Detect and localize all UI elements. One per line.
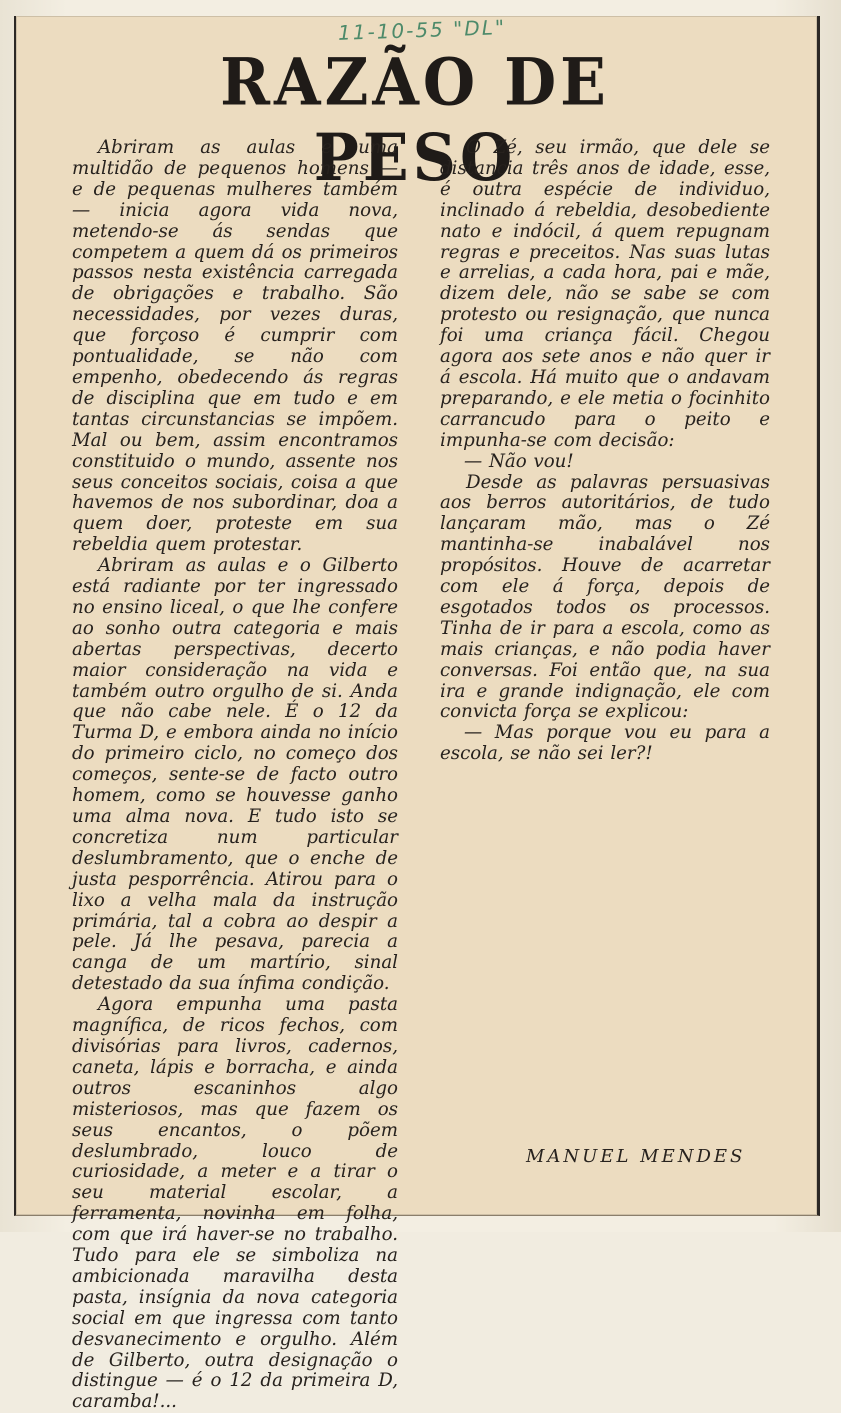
article-column-right — [440, 138, 770, 765]
article-paragraph: Abriram as aulas e o Gilberto está radiante por ter ingressado no ensino liceal, o que lhe confere ao sonho outra categoria e mais abertas perspectivas, decerto maior consideração na vida e também outro orgulho de si. Anda que não cabe nele. É o 12 da Turma D, e embora ainda no início do primeiro ciclo, no começo dos começos, sente-se de facto outro homem, como se houvesse ganho uma alma nova. E tudo isto se concretiza num particular deslumbramento, que o enche de justa pesporrência. Atirou para o lixo a velha mala da instrução primária, tal a cobra ao despir a pele. Já lhe pesava, parecia a canga de um martírio, sinal detestado da sua ínfima condição. — [72, 555, 398, 995]
article-paragraph: Agora empunha uma pasta magnífica, de ricos fechos, com divisórias para livros, cadernos, caneta, lápis e borracha, e ainda outros escaninhos algo misteriosos, mas que fazem os seus encantos, o põem deslumbrado, louco de curiosidade, a meter e a tirar o seu material escolar, a ferramenta, novinha em folha, com que irá haver-se no trabalho. Tudo para ele se simboliza na ambicionada maravilha desta pasta, insígnia da nova categoria social em que ingressa com tanto desvanecimento e orgulho. Além de Gilberto, outra designação o distingue — é o 12 da primeira D, caramba!... — [72, 994, 398, 1413]
article-column-left — [72, 138, 398, 1413]
handwritten-date-annotation: 11-10-55 "DL" — [337, 15, 507, 45]
article-paragraph: O Zé, seu irmão, que dele se distancia três anos de idade, esse, é outra espécie de individuo, inclinado á rebeldia, desobediente nato e indócil, á quem repugnam regras e preceitos. Nas suas lutas e arrelias, a cada hora, pai e mãe, dizem dele, não se sabe se com protesto ou resignação, que nunca foi uma criança fácil. Chegou agora aos sete anos e não quer ir á escola. Há muito que o andavam preparando, e ele metia o focinhito carrancudo para o peito e impunha-se com decisão: — [440, 137, 770, 451]
author-signature: MANUEL MENDES — [526, 1146, 746, 1167]
article-paragraph: Abriram as aulas e uma multidão de pequenos homens — e de pequenas mulheres também — inicia agora vida nova, metendo-se ás sendas que competem a quem dá os primeiros passos nesta existência carregada de obrigações e trabalho. São necessidades, por vezes duras, que forçoso é cumprir com pontualidade, se não com empenho, obedecendo ás regras de disciplina que em tudo e em tantas circunstancias se impõem. Mal ou bem, assim encontramos constituido o mundo, assente nos seus conceitos sociais, coisa a que havemos de nos subordinar, doa a quem doer, proteste em sua rebeldia quem protestar. — [72, 137, 398, 556]
dialogue-line: — Não vou! — [464, 450, 574, 472]
article-paragraph: Desde as palavras persuasivas aos berros autoritários, de tudo lançaram mão, mas o Zé mantinha-se inabalável nos propósitos. Houve de acarretar com ele á força, depois de esgotados todos os processos. Tinha de ir para a escola, como as mais crianças, e não podia haver conversas. Foi então que, na sua ira e grande indignação, ele com convicta força se explicou: — [440, 471, 770, 723]
article-title: RAZÃO DE PESO — [220, 45, 610, 197]
dialogue-line: — Mas porque vou eu para a escola, se não sei ler?! — [440, 722, 770, 765]
